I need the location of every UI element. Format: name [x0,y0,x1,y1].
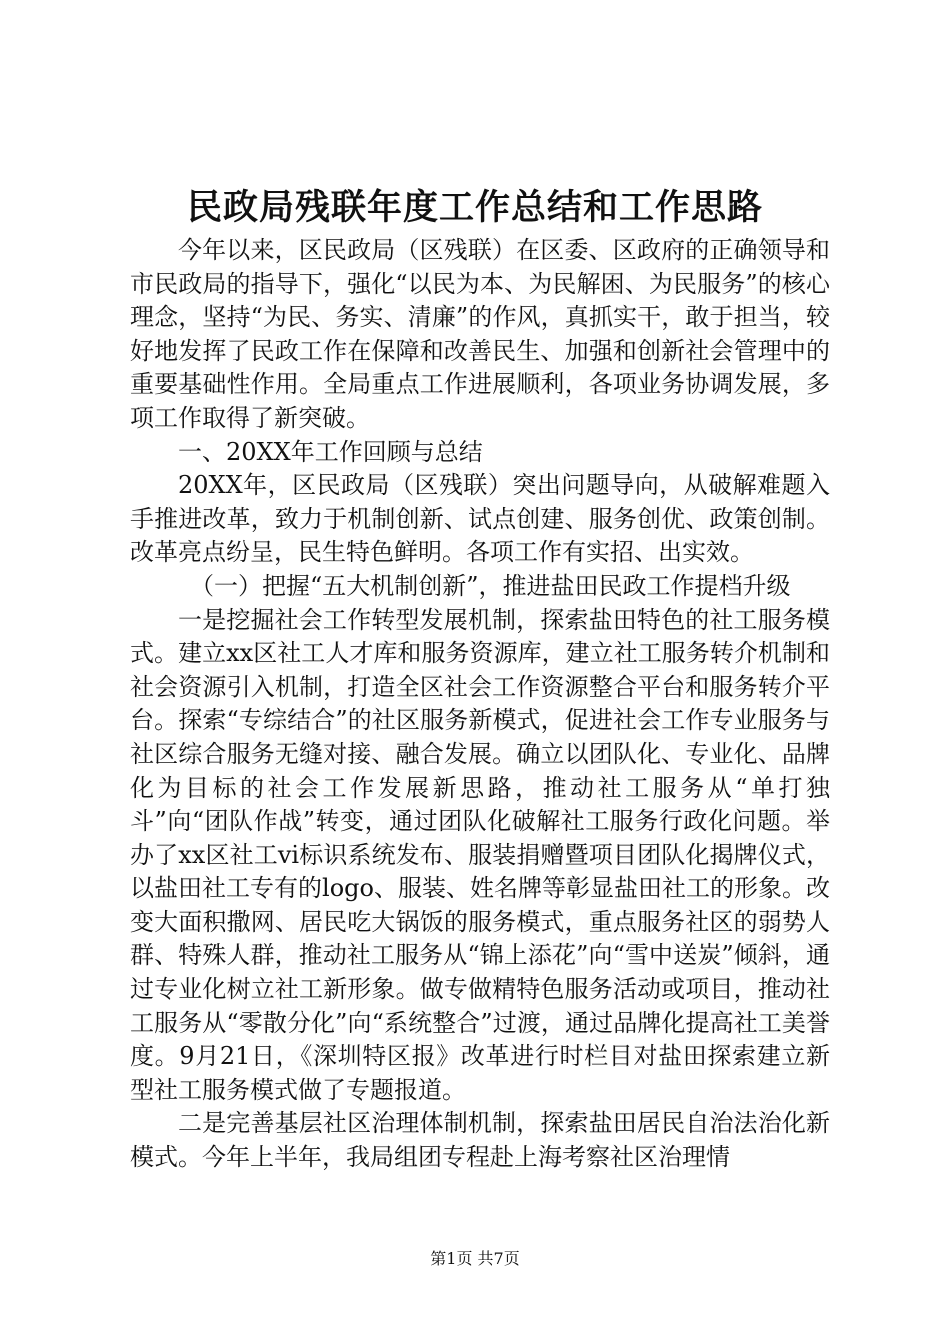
document-title: 民政局残联年度工作总结和工作思路 [186,188,763,228]
paragraph-intro: 今年以来，区民政局（区残联）在区委、区政府的正确领导和市民政局的指导下，强化“以民为本、为民解困、为民服务”的核心理念，坚持“为民、务实、清廉”的作风，真抓实干，敢于担当，较好地发挥了民政工作在保障和改善民生、加强和创新社会管理中的重要基础性作用。全局重点工作进展顺利，各项业务协调发展，多项工作取得了新突破。 [130,236,830,432]
section-heading-review: 一、20XX年工作回顾与总结 [178,437,483,466]
paragraph-social-work: 一是挖掘社会工作转型发展机制，探索盐田特色的社工服务模式。建立xx区社工人才库和服务资源库，建立社工服务转介机制和社会资源引入机制，打造全区社会工作资源整合平台和服务转介平台。探索“专综结合”的社区服务新模式，促进社会工作专业服务与社区综合服务无缝对接、融合发展。确立以团队化、专业化、品牌化为目标的社会工作发展新思路，推动社工服务从“单打独斗”向“团队作战”转变，通过团队化破解社工服务行政化问题。举办了xx区社工vi标识系统发布、服装捐赠暨项目团队化揭牌仪式，以盐田社工专有的logo、服装、姓名牌等彰显盐田社工的形象。改变大面积撒网、居民吃大锅饭的服务模式，重点服务社区的弱势人群、特殊人群，推动社工服务从“锦上添花”向“雪中送炭”倾斜，通过专业化树立社工新形象。做专做精特色服务活动或项目，推动社工服务从“零散分化”向“系统整合”过渡，通过品牌化提高社工美誉度。9月21日，《深圳特区报》改革进行时栏目对盐田探索建立新型社工服务模式做了专题报道。 [130,605,830,1104]
paragraph-overview: 20XX年，区民政局（区残联）突出问题导向，从破解难题入手推进改革，致力于机制创新、试点创建、服务创优、政策创制。改革亮点纷呈，民生特色鲜明。各项工作有实招、出实效。 [130,471,830,567]
paragraph-community-governance: 二是完善基层社区治理体制机制，探索盐田居民自治法治化新模式。今年上半年，我局组团专程赴上海考察社区治理情 [130,1109,830,1172]
subsection-heading-mechanisms: （一）把握“五大机制创新”，推进盐田民政工作提档升级 [190,571,791,600]
page-footer: 第1页 共7页 [430,1249,520,1268]
document-body [130,234,830,1175]
